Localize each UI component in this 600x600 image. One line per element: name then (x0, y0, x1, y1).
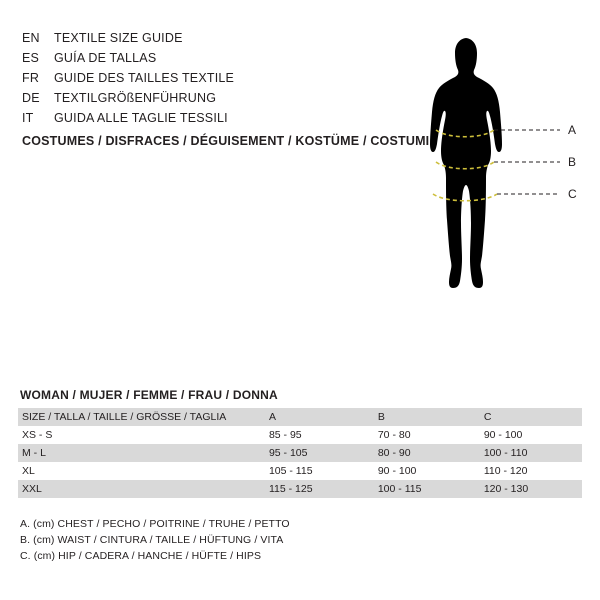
cell-c: 100 - 110 (480, 444, 582, 462)
language-text-es: GUÍA DE TALLAS (54, 51, 157, 65)
language-text-it: GUIDA ALLE TAGLIE TESSILI (54, 111, 228, 125)
table-row (18, 426, 582, 444)
legend-item-c: C. (cm) HIP / CADERA / HANCHE / HÜFTE / HIPS (20, 550, 262, 562)
language-text-fr: GUIDE DES TAILLES TEXTILE (54, 71, 235, 85)
language-row-de (22, 88, 352, 108)
cell-size: XXL (18, 480, 265, 498)
table-row (18, 444, 582, 462)
cell-b: 100 - 115 (374, 480, 480, 498)
language-text-en: TEXTILE SIZE GUIDE (54, 31, 183, 45)
measurement-marker-c: C (568, 187, 577, 201)
language-code-en: EN (22, 31, 40, 45)
cell-size: XL (18, 462, 265, 480)
female-figure-diagram (400, 18, 590, 378)
cell-c: 120 - 130 (480, 480, 582, 498)
costumes-subtitle: COSTUMES / DISFRACES / DÉGUISEMENT / KOSTÜME / COSTUMI (22, 134, 430, 148)
cell-size: M - L (18, 444, 265, 462)
table-header-row (18, 408, 582, 426)
language-code-es: ES (22, 51, 40, 65)
language-text-de: TEXTILGRÖßENFÜHRUNG (54, 91, 217, 105)
cell-b: 70 - 80 (374, 426, 480, 444)
table-title: WOMAN / MUJER / FEMME / FRAU / DONNA (20, 388, 278, 402)
cell-a: 105 - 115 (265, 462, 374, 480)
cell-a: 85 - 95 (265, 426, 374, 444)
measurement-legend (20, 516, 440, 564)
language-row-fr (22, 68, 352, 88)
language-code-de: DE (22, 91, 40, 105)
column-header-c: C (480, 408, 582, 426)
measurement-marker-a: A (568, 123, 577, 137)
size-table (18, 408, 582, 498)
table-body (18, 426, 582, 498)
table-row (18, 480, 582, 498)
column-header-a: A (265, 408, 374, 426)
language-row-en (22, 28, 352, 48)
cell-b: 90 - 100 (374, 462, 480, 480)
size-table-section (18, 388, 582, 498)
language-list (22, 28, 352, 128)
cell-c: 90 - 100 (480, 426, 582, 444)
legend-item-a: A. (cm) CHEST / PECHO / POITRINE / TRUHE / PETTO (20, 518, 290, 530)
cell-a: 95 - 105 (265, 444, 374, 462)
table-head (18, 408, 582, 426)
language-code-fr: FR (22, 71, 40, 85)
cell-c: 110 - 120 (480, 462, 582, 480)
cell-size: XS - S (18, 426, 265, 444)
language-code-it: IT (22, 111, 34, 125)
cell-a: 115 - 125 (265, 480, 374, 498)
cell-b: 80 - 90 (374, 444, 480, 462)
column-header-size: SIZE / TALLA / TAILLE / GRÖSSE / TAGLIA (18, 408, 265, 426)
female-silhouette-icon (400, 18, 590, 378)
measurement-marker-b: B (568, 155, 577, 169)
language-row-it (22, 108, 352, 128)
column-header-b: B (374, 408, 480, 426)
language-row-es (22, 48, 352, 68)
table-row (18, 462, 582, 480)
legend-item-b: B. (cm) WAIST / CINTURA / TAILLE / HÜFTUNG / VITA (20, 534, 284, 546)
